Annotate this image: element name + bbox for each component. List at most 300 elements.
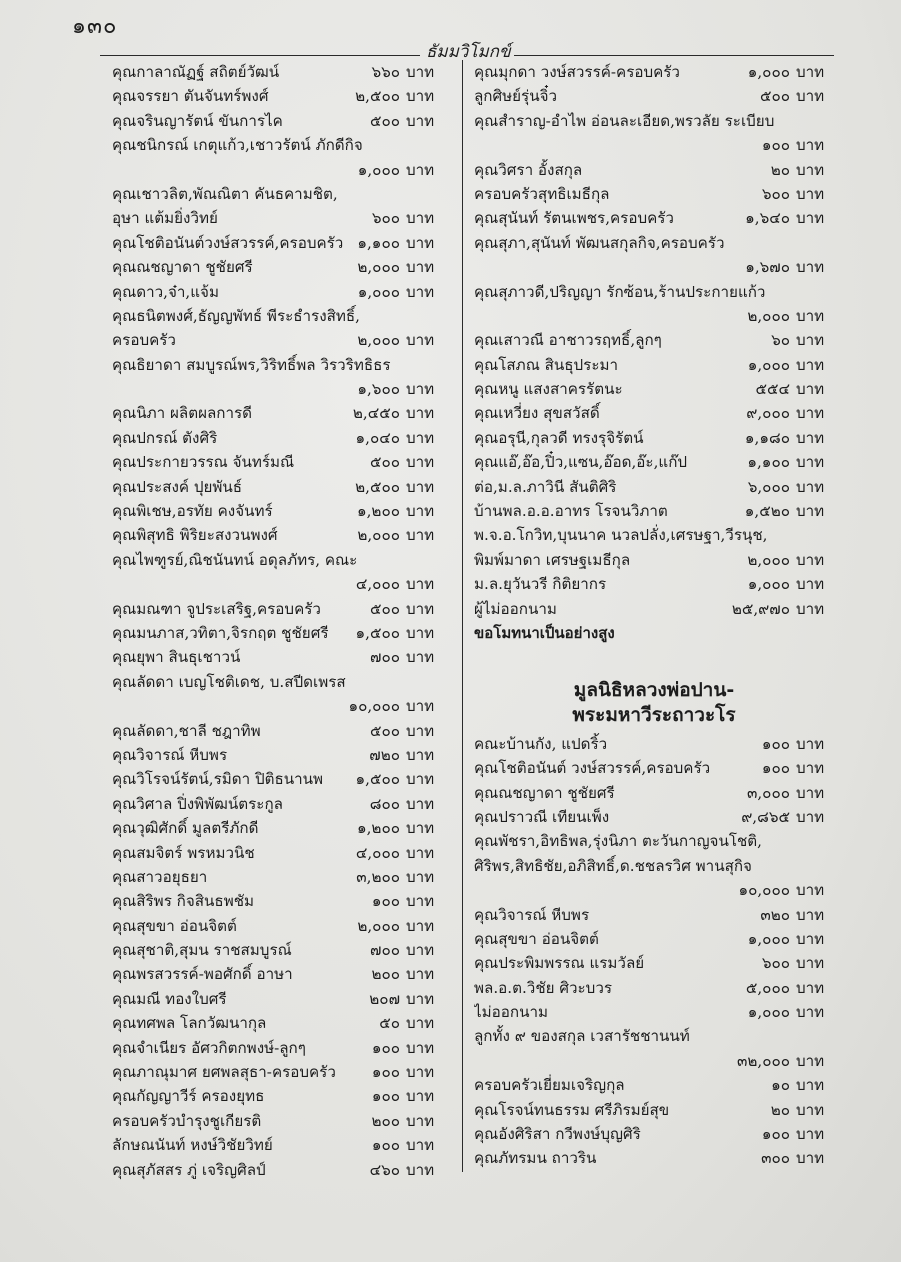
column-divider	[462, 60, 463, 1172]
donation-row	[474, 951, 834, 975]
currency-unit: บาท	[406, 843, 435, 862]
donation-amount: ๑,๕๒๐	[744, 502, 790, 521]
thanks-line	[474, 621, 834, 645]
donation-amount-row	[112, 158, 444, 182]
donation-row	[474, 1122, 834, 1146]
donation-row	[474, 499, 834, 523]
currency-unit: บาท	[796, 905, 825, 924]
donor-name: คุณสุนันท์ รัตนเพชร,ครอบครัว	[474, 209, 674, 228]
donation-amount: ๕๐๐	[369, 453, 400, 472]
donor-name: คุณสาวอยุธยา	[112, 867, 208, 886]
donation-row	[474, 450, 834, 474]
donation-row	[474, 572, 834, 596]
donor-name: คุณวิศรา อั้งสกุล	[474, 160, 583, 179]
currency-unit: บาท	[406, 575, 435, 594]
donor-name: คุณวิโรจน์รัตน์,รมิดา ปิติธนานพ	[112, 770, 324, 789]
donor-name: พ.จ.อ.โกวิท,บุนนาค นวลปลั่ง,เศรษฐา,วีรนุช,	[474, 526, 768, 545]
donor-name: คุณจำเนียร อัศวกิตกพงษ์-ลูกๆ	[112, 1038, 306, 1057]
donation-row	[474, 805, 834, 829]
currency-unit: บาท	[796, 1076, 825, 1095]
page-number: ๑๓๐	[72, 14, 118, 39]
donor-name: อุษา แต้มยิ่งวิทย์	[112, 209, 218, 228]
donor-name: คณะบ้านกัง, แปดริ้ว	[474, 734, 608, 753]
donation-row	[112, 1158, 444, 1182]
donor-name-line	[474, 280, 834, 304]
donation-amount: ๖๖๐	[371, 63, 400, 81]
donor-name: คุณลัดดา เบญโชติเดช, บ.สปีดเพรส	[112, 672, 346, 691]
donation-row	[112, 865, 444, 889]
header-rule-left	[100, 55, 420, 56]
donor-name: คุณโรจน์ทนธรรม ศรีภิรมย์สุข	[474, 1100, 670, 1119]
donor-name: คุณพรสวรรค์-พอศักดิ์ อาษา	[112, 965, 293, 984]
donation-row	[112, 889, 444, 913]
donation-amount: ๙,๐๐๐	[746, 404, 790, 423]
donation-amount: ๑๐๐	[761, 1125, 790, 1144]
currency-unit: บาท	[406, 989, 435, 1008]
donation-row	[474, 1146, 834, 1170]
donation-row	[112, 426, 444, 450]
donor-name: ลูกศิษย์รุ่นจิ๋ว	[474, 87, 558, 106]
section-title-line2: พระมหาวีระถาวะโร	[572, 703, 736, 726]
donor-name: คุณโสภณ สินธุประมา	[474, 355, 619, 374]
donor-name-line	[474, 829, 834, 853]
donation-row	[474, 903, 834, 927]
donation-row	[112, 328, 444, 352]
donor-name: คุณมณฑา จูประเสริฐ,ครอบครัว	[112, 599, 321, 618]
donation-amount: ๔,๐๐๐	[355, 843, 400, 862]
donation-row	[112, 1011, 444, 1035]
donor-name: คุณลัดดา,ชาลี ชฎาทิพ	[112, 721, 261, 740]
donor-name: คุณสุชาติ,สุมน ราชสมบูรณ์	[112, 941, 292, 960]
currency-unit: บาท	[406, 794, 435, 813]
currency-unit: บาท	[406, 63, 435, 81]
currency-unit: บาท	[406, 623, 435, 642]
donation-amount: ๒๕,๙๗๐	[731, 599, 790, 618]
donor-name: คุณอรุนี,กุลวดี ทรงรุจิรัตน์	[474, 428, 644, 447]
donation-amount: ๑๐๐	[761, 136, 790, 155]
currency-unit: บาท	[406, 1136, 435, 1155]
donation-row	[474, 1073, 834, 1097]
donation-amount: ๔,๐๐๐	[355, 575, 400, 594]
currency-unit: บาท	[406, 916, 435, 935]
currency-unit: บาท	[406, 404, 435, 423]
currency-unit: บาท	[406, 258, 435, 277]
donation-row	[112, 255, 444, 279]
donation-amount: ๒๐๐	[371, 965, 400, 984]
currency-unit: บาท	[796, 380, 825, 399]
left-column	[112, 60, 444, 1182]
currency-unit: บาท	[796, 954, 825, 973]
donation-row	[112, 914, 444, 938]
donation-amount: ๑,๐๔๐	[355, 428, 400, 447]
donation-amount: ๕๐๐	[759, 87, 790, 106]
donation-row	[112, 987, 444, 1011]
currency-unit: บาท	[796, 331, 825, 350]
donation-amount: ๑,๐๐๐	[747, 575, 790, 594]
donor-name: คุณพิเชษ,อรทัย คงจันทร์	[112, 502, 273, 521]
donor-name: คุณหนู แสงสาครรัตนะ	[474, 380, 623, 399]
donation-amount: ๙,๘๖๕	[741, 807, 790, 826]
donation-amount: ๕๐	[379, 1014, 400, 1033]
donation-amount: ๒,๐๐๐	[357, 258, 400, 277]
donor-name: คุณสิริพร กิจสินธพชัม	[112, 892, 255, 911]
donation-amount-row	[474, 255, 834, 279]
donor-name: คุณภัทรมน ถาวริน	[474, 1149, 597, 1168]
donation-amount: ๑,๕๐๐	[355, 770, 400, 789]
donation-amount: ๖๐๐	[371, 209, 400, 228]
donation-amount: ๒๐	[770, 160, 790, 179]
currency-unit: บาท	[406, 526, 435, 545]
donation-row	[112, 499, 444, 523]
donation-row	[474, 60, 834, 84]
donation-amount: ๓,๐๐๐	[746, 783, 790, 802]
donor-name: คุณพัชรา,อิทธิพล,รุ่งนิภา ตะวันกาญจนโชติ,	[474, 832, 762, 851]
donor-name: คุณประสงค์ ปุยพันธ์	[112, 477, 243, 496]
donation-row	[112, 645, 444, 669]
thanks-text: ขอโมทนาเป็นอย่างสูง	[474, 623, 615, 642]
donation-row	[112, 597, 444, 621]
currency-unit: บาท	[796, 63, 825, 81]
currency-unit: บาท	[796, 1051, 825, 1070]
currency-unit: บาท	[796, 575, 825, 594]
donor-name: พิมพ์มาดา เศรษฐเมธีกุล	[474, 550, 631, 569]
currency-unit: บาท	[796, 550, 825, 569]
currency-unit: บาท	[406, 380, 435, 399]
currency-unit: บาท	[406, 111, 435, 130]
donation-amount: ๑๐,๐๐๐	[348, 697, 400, 716]
donor-name-line	[112, 304, 444, 328]
donation-row	[112, 109, 444, 133]
donor-name-line	[474, 523, 834, 547]
donation-amount: ๒,๔๕๐	[352, 404, 400, 423]
currency-unit: บาท	[796, 502, 825, 521]
donation-amount: ๘๐๐	[369, 794, 400, 813]
currency-unit: บาท	[406, 892, 435, 911]
currency-unit: บาท	[796, 477, 825, 496]
currency-unit: บาท	[406, 1014, 435, 1033]
donor-name: ไม่ออกนาม	[474, 1003, 549, 1022]
donation-amount: ๒,๐๐๐	[747, 550, 790, 569]
donor-name: คุณปราวณี เทียนเพ็ง	[474, 807, 610, 826]
donation-amount-row	[112, 572, 444, 596]
donation-amount: ๑,๐๐๐	[747, 1003, 790, 1022]
donation-amount: ๑๐๐	[761, 759, 790, 778]
donor-name-line	[474, 231, 834, 255]
donation-row	[112, 792, 444, 816]
currency-unit: บาท	[796, 734, 825, 753]
donor-name-line	[112, 353, 444, 377]
donor-name: คุณมนภาส,วทิตา,จิรกฤต ชูชัยศรี	[112, 623, 329, 642]
currency-unit: บาท	[406, 599, 435, 618]
donor-name: คุณสุขขา อ่อนจิตต์	[474, 929, 599, 948]
donor-name: คุณจรรยา ตันจันทร์พงศ์	[112, 87, 269, 106]
donation-amount: ๑,๐๐๐	[357, 282, 400, 301]
currency-unit: บาท	[406, 770, 435, 789]
currency-unit: บาท	[796, 759, 825, 778]
donation-amount-row	[474, 133, 834, 157]
donation-amount: ๑๐๐	[371, 892, 400, 911]
donor-name-line	[474, 1024, 834, 1048]
currency-unit: บาท	[796, 258, 825, 277]
donation-amount: ๑,๐๐๐	[747, 63, 790, 81]
donation-row	[112, 767, 444, 791]
donation-row	[474, 597, 834, 621]
currency-unit: บาท	[796, 1125, 825, 1144]
donation-amount: ๕๐๐	[369, 111, 400, 130]
right-column-top-list	[474, 60, 834, 645]
donor-name: คุณสุขขา อ่อนจิตต์	[112, 916, 237, 935]
donation-amount: ๕๐๐	[369, 599, 400, 618]
donation-row	[112, 841, 444, 865]
currency-unit: บาท	[796, 404, 825, 423]
donation-amount: ๒๐๐	[371, 1111, 400, 1130]
donation-row	[474, 548, 834, 572]
currency-unit: บาท	[406, 87, 435, 106]
currency-unit: บาท	[796, 929, 825, 948]
currency-unit: บาท	[406, 819, 435, 838]
donation-row	[474, 756, 834, 780]
donor-name: ม.ล.ยุวันวรี กิติยากร	[474, 575, 607, 594]
donor-name: คุณวิจารณ์ หีบพร	[112, 745, 228, 764]
currency-unit: บาท	[406, 941, 435, 960]
donor-name: คุณวุฒิศักดิ์ มูลตรีภักดี	[112, 819, 259, 838]
currency-unit: บาท	[406, 502, 435, 521]
donation-amount: ๒๐๗	[369, 989, 400, 1008]
donor-name: คุณสำราญ-อำไพ อ่อนละเอียด,พรวลัย ระเบียบ	[474, 111, 775, 130]
currency-unit: บาท	[406, 648, 435, 667]
donation-row	[112, 1036, 444, 1060]
donation-amount: ๑,๒๐๐	[356, 502, 400, 521]
donation-row	[112, 280, 444, 304]
donation-amount: ๑,๒๐๐	[356, 819, 400, 838]
donor-name: คุณสุภา,สุนันท์ พัฒนสกุลกิจ,ครอบครัว	[474, 233, 725, 252]
donor-name: คุณดาว,จ๋า,แจ้ม	[112, 282, 219, 301]
donation-row	[112, 621, 444, 645]
donation-amount: ๑,๑๐๐	[357, 233, 400, 252]
currency-unit: บาท	[796, 306, 825, 325]
donation-amount: ๓,๒๐๐	[356, 867, 400, 886]
donation-amount-row	[474, 878, 834, 902]
currency-unit: บาท	[406, 1063, 435, 1082]
donation-row	[474, 1098, 834, 1122]
donation-amount: ๗๐๐	[370, 648, 400, 667]
donation-amount: ๑๐๐	[761, 734, 790, 753]
donor-name: คุณณชญาดา ชูชัยศรี	[474, 783, 615, 802]
donation-row	[474, 426, 834, 450]
donor-name: ลูกทั้ง ๙ ของสกุล เวสารัชชานนท์	[474, 1027, 690, 1046]
section-spacer	[474, 645, 834, 669]
header-rule-right	[514, 55, 834, 56]
donor-name: คุณทศพล โลกวัฒนากุล	[112, 1014, 267, 1033]
donor-name: คุณชนิกรณ์ เกตุแก้ว,เชาวรัตน์ ภักดีกิจ	[112, 136, 363, 155]
donor-name: คุณณชญาดา ชูชัยศรี	[112, 258, 253, 277]
donation-row	[474, 781, 834, 805]
donor-name: คุณสุภัสสร ภู่ เจริญศิลป์	[112, 1160, 266, 1179]
currency-unit: บาท	[796, 1100, 825, 1119]
currency-unit: บาท	[796, 209, 825, 228]
donor-name: ครอบครัวสุทธิเมธีกุล	[474, 184, 610, 203]
donor-name: คุณพิสุทธิ พิริยะสงวนพงศ์	[112, 526, 278, 545]
donation-amount: ๗๐๐	[370, 941, 400, 960]
donor-name: คุณโชติอนันต์ วงษ์สวรรค์,ครอบครัว	[474, 759, 711, 778]
donation-amount: ๕๐๐	[369, 721, 400, 740]
donation-amount: ๒,๕๐๐	[355, 87, 400, 106]
donation-amount: ๑,๑๐๐	[747, 453, 790, 472]
donation-amount: ๑๐๐	[371, 1087, 400, 1106]
donor-name: ลักษณนันท์ หงษ์วิชัยวิทย์	[112, 1136, 273, 1155]
donation-amount: ๗๒๐	[369, 745, 400, 764]
donation-row	[112, 84, 444, 108]
donation-row	[474, 1000, 834, 1024]
currency-unit: บาท	[796, 881, 825, 900]
donation-amount: ๑,๐๐๐	[357, 160, 400, 179]
donor-name: ศิริพร,สิทธิชัย,อภิสิทธิ์,ด.ชชลรวิศ พานสุกิจ	[474, 856, 752, 875]
donor-name-line	[474, 854, 834, 878]
donor-name: คุณแอ๊,อ๊อ,ปิ๋ว,แซน,อ๊อด,อ๊ะ,แก๊ป	[474, 453, 688, 472]
donation-amount: ๒,๐๐๐	[747, 306, 790, 325]
donation-row	[474, 84, 834, 108]
currency-unit: บาท	[796, 807, 825, 826]
donation-amount: ๓๒,๐๐๐	[736, 1051, 790, 1070]
donation-row	[474, 377, 834, 401]
currency-unit: บาท	[406, 428, 435, 447]
donation-row	[112, 206, 444, 230]
donor-name: คุณธนิตพงศ์,ธัญญพัทธ์ พีระธำรงสิทธิ์,	[112, 306, 361, 325]
donation-row	[474, 927, 834, 951]
donation-row	[474, 158, 834, 182]
donation-amount: ๒๐	[770, 1100, 790, 1119]
donation-row	[112, 1109, 444, 1133]
donation-row	[474, 732, 834, 756]
donation-amount-row	[474, 1049, 834, 1073]
currency-unit: บาท	[796, 599, 825, 618]
donation-row	[474, 328, 834, 352]
donor-name-line	[112, 548, 444, 572]
currency-unit: บาท	[796, 453, 825, 472]
donor-name-line	[112, 133, 444, 157]
currency-unit: บาท	[406, 282, 435, 301]
currency-unit: บาท	[796, 184, 825, 203]
donation-amount: ๖,๐๐๐	[747, 477, 790, 496]
donor-name: คุณภาณุมาศ ยศพลสุธา-ครอบครัว	[112, 1063, 336, 1082]
donor-name: ครอบครัว	[112, 331, 176, 350]
donor-name-line	[112, 670, 444, 694]
currency-unit: บาท	[796, 1003, 825, 1022]
currency-unit: บาท	[796, 783, 825, 802]
donation-row	[112, 1133, 444, 1157]
currency-unit: บาท	[406, 331, 435, 350]
donation-row	[474, 206, 834, 230]
donation-amount: ๔๖๐	[369, 1160, 400, 1179]
donor-name: ครอบครัวบำรุงชูเกียรติ	[112, 1111, 262, 1130]
donation-row	[112, 1084, 444, 1108]
donation-row	[112, 1060, 444, 1084]
currency-unit: บาท	[796, 160, 825, 179]
section-title	[474, 678, 834, 728]
currency-unit: บาท	[796, 1149, 825, 1168]
donation-row	[112, 938, 444, 962]
donor-name: คุณเชาวลิต,พัณณิตา คันธคามชิต,	[112, 184, 338, 203]
section-title-line1: มูลนิธิหลวงพ่อปาน-	[573, 678, 735, 701]
donation-amount: ๑,๐๐๐	[747, 929, 790, 948]
donation-amount: ๖๐๐	[761, 184, 790, 203]
donor-name: ต่อ,ม.ล.ภาวินี สันติศิริ	[474, 477, 617, 496]
donation-amount: ๑๐,๐๐๐	[738, 881, 790, 900]
donation-amount: ๒,๐๐๐	[357, 916, 400, 935]
donation-row	[112, 60, 444, 84]
currency-unit: บาท	[406, 1038, 435, 1057]
currency-unit: บาท	[406, 1111, 435, 1130]
donation-amount: ๒,๐๐๐	[357, 331, 400, 350]
donation-row	[474, 401, 834, 425]
currency-unit: บาท	[796, 428, 825, 447]
donor-name: คุณสุภาวดี,ปริญญา รักซ้อน,ร้านประกายแก้ว	[474, 282, 766, 301]
donor-name: ครอบครัวเยี่ยมเจริญกุล	[474, 1076, 625, 1095]
donation-amount: ๑,๖๔๐	[745, 209, 790, 228]
currency-unit: บาท	[406, 697, 435, 716]
donation-amount-row	[112, 377, 444, 401]
right-column	[474, 60, 834, 1171]
currency-unit: บาท	[406, 453, 435, 472]
donation-amount-row	[474, 304, 834, 328]
donor-name: คุณประพิมพรรณ แรมวัลย์	[474, 954, 645, 973]
donation-row	[112, 523, 444, 547]
donation-amount: ๒,๐๐๐	[357, 526, 400, 545]
donation-amount: ๓๐๐	[761, 1149, 790, 1168]
donation-row	[112, 450, 444, 474]
donation-amount: ๖๐	[771, 331, 790, 350]
donation-amount: ๑,๕๐๐	[355, 623, 400, 642]
currency-unit: บาท	[406, 867, 435, 886]
donor-name: บ้านพล.อ.อ.อาทร โรจนวิภาต	[474, 502, 668, 521]
right-column-bottom-list	[474, 732, 834, 1171]
donor-name: คุณจรินญารัตน์ ขันการไค	[112, 111, 283, 130]
donor-name: คุณกาลาณัฏฐ์ สถิตย์วัฒน์	[112, 63, 280, 81]
donor-name: คุณวิศาล ปิ่งพิพัฒน์ตระกูล	[112, 794, 283, 813]
donation-row	[112, 231, 444, 255]
donor-name: คุณเสาวณี อาชาวรฤทธิ์,ลูกๆ	[474, 331, 662, 350]
donation-amount: ๑๐	[771, 1076, 790, 1095]
donation-row	[112, 743, 444, 767]
donor-name: คุณโชติอนันต์วงษ์สวรรค์,ครอบครัว	[112, 233, 344, 252]
donation-row	[474, 182, 834, 206]
donor-name: คุณปกรณ์ ตังศิริ	[112, 428, 218, 447]
currency-unit: บาท	[406, 1087, 435, 1106]
donation-row	[112, 475, 444, 499]
donation-amount: ๑๐๐	[371, 1063, 400, 1082]
donation-amount-row	[112, 694, 444, 718]
donor-name: คุณประกายวรรณ จันทร์มณี	[112, 453, 295, 472]
header-title: ธัมมวิโมกข์	[426, 42, 511, 62]
donor-name: ผู้ไม่ออกนาม	[474, 599, 557, 618]
donor-name: คุณวิจารณ์ หีบพร	[474, 905, 590, 924]
donor-name: คุณอังศิริสา กวีพงษ์บุญศิริ	[474, 1125, 641, 1144]
donor-name: คุณนิภา ผลิตผลการดี	[112, 404, 253, 423]
donation-amount: ๕,๐๐๐	[745, 978, 790, 997]
donation-amount: ๑,๑๘๐	[744, 428, 790, 447]
donation-amount: ๓๒๐	[760, 905, 790, 924]
donation-row	[112, 719, 444, 743]
donor-name-line	[474, 109, 834, 133]
donation-row	[474, 976, 834, 1000]
donation-amount: ๒,๕๐๐	[355, 477, 400, 496]
currency-unit: บาท	[406, 1160, 435, 1179]
currency-unit: บาท	[406, 209, 435, 228]
donor-name: คุณไพฑูรย์,ณิชนันทน์ อดุลภัทร, คณะ	[112, 550, 358, 569]
currency-unit: บาท	[796, 978, 825, 997]
donation-row	[474, 353, 834, 377]
currency-unit: บาท	[406, 721, 435, 740]
